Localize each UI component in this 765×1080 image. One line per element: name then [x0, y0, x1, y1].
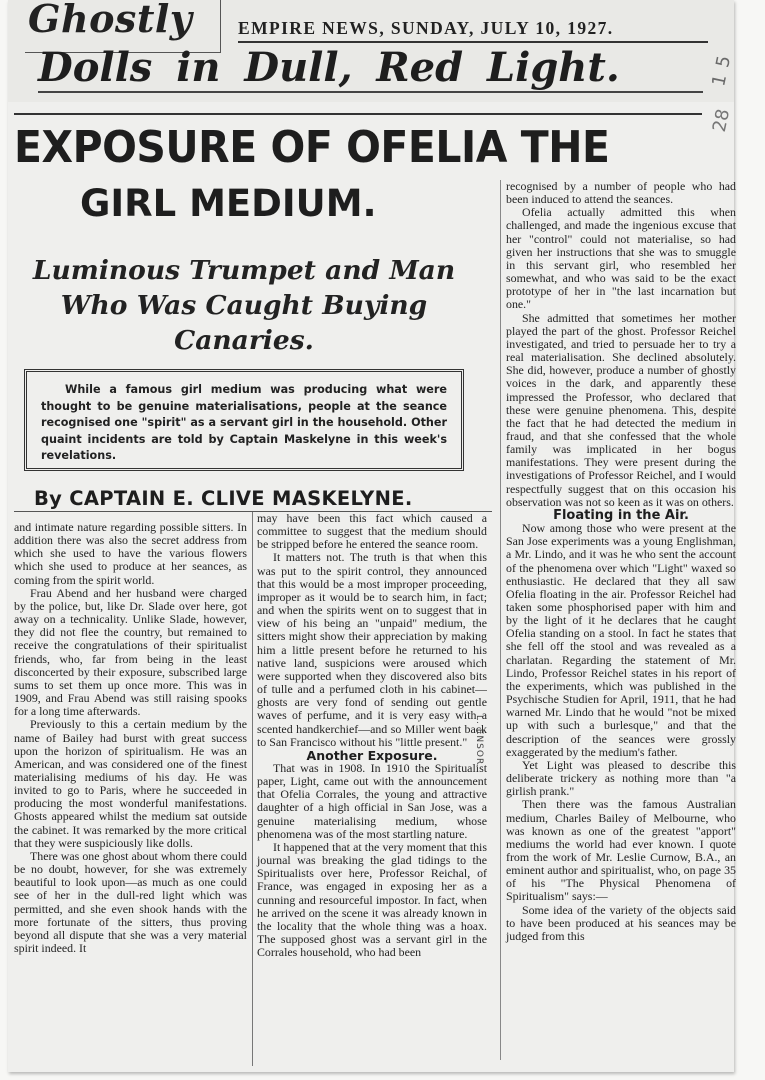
column-1 [14, 521, 247, 1071]
byline: By CAPTAIN E. CLIVE MASKELYNE. [34, 487, 413, 510]
stamp: L. ENSOR [474, 715, 484, 766]
summary-box: While a famous girl medium was producing what were thought to be genuine materialisations, people at the seance recognised one "spirit" as a servant girl in the household. Other quaint incidents are told by Captain Maskelyne in this week's revelations. [24, 369, 464, 471]
section-heading: Another Exposure. [306, 747, 438, 763]
paragraph: It happened that at the very moment that this journal was breaking the glad tidings to the Spiritualists over here, Professor Reichal, of France, was engaged in exposing her as a cunning and resourceful impostor. In fact, when he arrived on the scene it was already known in the locality that the whole thing was a hoax. The supposed ghost was a servant girl in the Corrales household, who had been [257, 839, 487, 960]
handwritten-note: 1 5 [708, 52, 736, 89]
paragraph: Previously to this a certain medium by the name of Bailey had burst with great success upon the horizon of spiritualism. He was an American, and was considered one of the finest materialising mediums of his day. He was invited to go to Paris, where he succeeded in producing the most wonderful manifestations. Ghosts appeared whilst the medium sat outside the cabinet. It was remarked by the more critical that they were suspiciously like dolls. [14, 717, 247, 850]
paragraph: There was one ghost about whom there could be no doubt, however, for she was extremely beautiful to look upon—as much as one could see of her in the dull-red light which was permitted, and she even shook hands with the more fortunate of the sitters, thus proving beyond all dispute that she was a very material spirit indeed. It [14, 848, 247, 955]
paragraph: and intimate nature regarding possible sitters. In addition there was also the secret address from which she used to have the various flowers which she used to produce at her seances, as coming from the spirit world. [14, 521, 247, 587]
section-heading: Floating in the Air. [553, 507, 689, 523]
kicker-headline: Ghostly [28, 0, 193, 41]
top-rule [14, 113, 702, 115]
paragraph: Ofelia actually admitted this when challenged, and made the ingenious excuse that her "control" could not materialise, so had given her instructions that she was to smuggle in this servant girl, who resembled her somewhat, and who was said to be the exact prototype of her in "the last incarnation but one." [506, 205, 736, 312]
article-title-line1: EXPOSURE OF OFELIA THE [14, 122, 610, 173]
paragraph: That was in 1908. In 1910 the Spiritualist paper, Light, came out with the announcement that Ofelia Corrales, the young and attractive daughter of a high official in San Jose, was a genuine materialising medium, whose phenomena was of the most startling nature. [257, 760, 487, 841]
headline: Dolls in Dull, Red Light. [38, 44, 703, 93]
paragraph: She admitted that sometimes her mother played the part of the ghost. Professor Reichel investigated, and tried to persuade her to try a real materialisation. She declined absolutely. She did, however, produce a number of ghostly voices in the dark, and apparently these impressed the Professor, who declared that these were genuine phenomena. This, despite the fact that he had detected the medium in fraud, and that she confessed that the whole family was implicated in her bogus manifestations. They were present during the investigations of Professor Reichel, and I would respectfully suggest that on this occasion his observation was not so keen as it was on others. [506, 310, 736, 509]
article-subtitle: Luminous Trumpet and Man Who Was Caught Buying Canaries. [32, 255, 456, 356]
paragraph: Frau Abend and her husband were charged by the police, but, like Dr. Slade over here, got away on a technicality. Unlike Slade, however, they did not flee the country, but remained to receive the congratulations of their spiritualist friends, who, far from being in the least disconcerted by their exposure, subscribed large sums to set them up once more. This was in 1909, and Frau Abend was still raising spooks for a long time afterwards. [14, 585, 247, 719]
paragraph: Now among those who were present at the San Jose experiments was a young Englishman, a Mr. Lindo, and it was he who sent the account of the phenomena over which "Light" waxed so enthusiastic. He declared that they all saw Ofelia floating in the air. Professor Reichel had taken some phosphorised paper with him and by the light of it he declares that he caught Ofelia standing on a stool. In fact he states that she fell off the stool and was revealed as a charlatan. Regarding the statement of Mr. Lindo, Professor Reichel states in his report of the experiments, which was published in the Psychische Studien for April, 1911, that he had warned Mr. Lindo that he would "not be mixed up with such a burlesque," and that the description of the seances were grossly exaggerated by the medium's father. [506, 521, 736, 759]
dateline: EMPIRE NEWS, SUNDAY, JULY 10, 1927. [238, 18, 708, 43]
article-title-line2: GIRL MEDIUM. [80, 182, 377, 225]
paragraph: recognised by a number of people who had been induced to attend the seances. [506, 180, 736, 207]
column-3 [500, 180, 736, 1060]
column-2 [252, 512, 487, 1066]
paragraph: It matters not. The truth is that when this was put to the spirit control, they announced that this would be a most improper proceeding, improper as it would be to search him, in fact; and when the spirits went on to suggest that in view of his being an "unpaid" medium, the sitters might show their appreciation by making him a little present before he returned to his native land, suspicions were aroused which were supported when they discovered also bits of tulle and a perfumed cloth in his cabinet—ghosts are very fond of sending out gentle waves of perfume, and it is very easy with a scented handkerchief—and so Miller went back to San Francisco without his "little present." [257, 550, 487, 749]
paragraph: Then there was the famous Australian medium, Charles Bailey of Melbourne, who was known as one of the greatest "apport" mediums the world had ever known. I quote from the work of Mr. Leslie Curnow, B.A., an eminent author and spiritualist, who, on page 35 of his "The Physical Phenomena of Spiritualism" says:— [506, 797, 736, 904]
paragraph: Yet Light was pleased to describe this deliberate trickery as nothing more than "a girlish prank." [506, 757, 736, 799]
handwritten-page-number: 28 [708, 107, 735, 134]
paragraph: Some idea of the variety of the objects said to have been produced at his seances may be judged from this [506, 902, 736, 943]
paragraph: may have been this fact which caused a committee to suggest that the medium should be stripped before he entered the seance room. [257, 512, 487, 552]
